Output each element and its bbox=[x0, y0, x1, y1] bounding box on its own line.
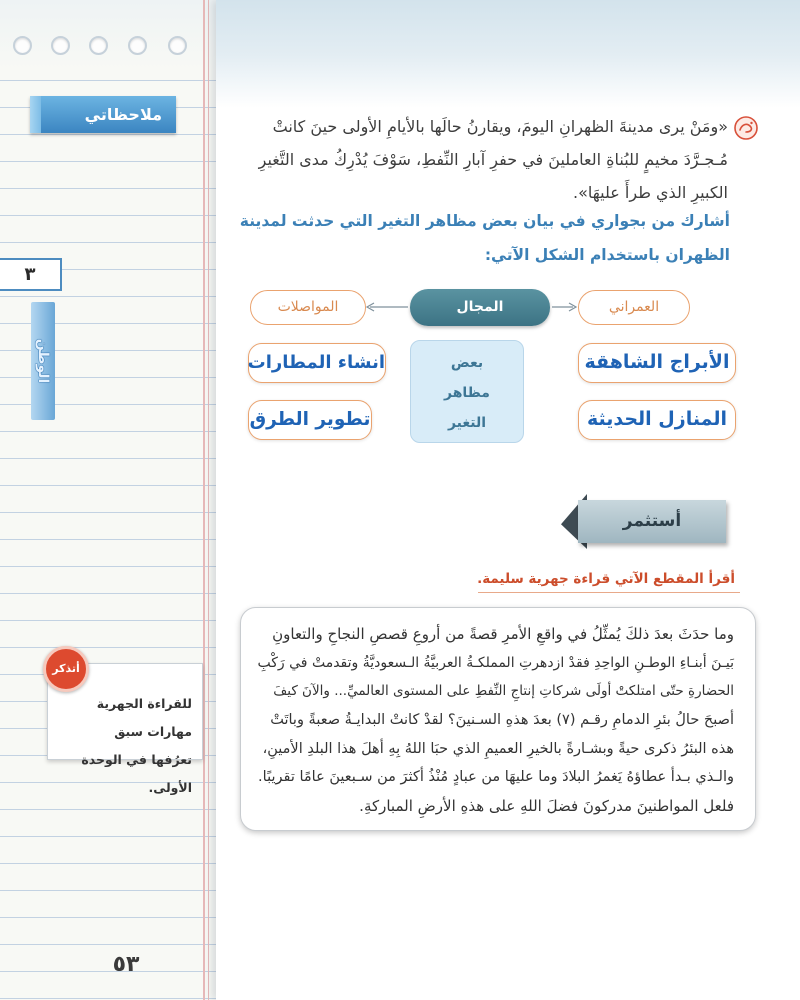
intro-quote bbox=[240, 110, 728, 209]
passage-line: فلعل المواطنينَ مدركونَ فضلَ اللهِ على هذهِ الأرضِ المباركةِ. bbox=[359, 797, 734, 816]
domain-urban: العمراني bbox=[578, 290, 690, 325]
answer-transport-2: تطوير الطرق bbox=[248, 400, 372, 440]
reading-passage bbox=[258, 620, 734, 821]
page-number: ٥٣ bbox=[112, 952, 140, 977]
change-aspects-line: بعض bbox=[450, 355, 484, 371]
change-aspects-line: مظاهر bbox=[444, 385, 490, 401]
change-aspects-box bbox=[410, 340, 524, 443]
notes-title: ملاحظاتي bbox=[30, 96, 176, 133]
unit-tab bbox=[31, 302, 55, 420]
binder-hole bbox=[51, 36, 70, 55]
ribbon-fold bbox=[30, 96, 41, 133]
binder-hole bbox=[13, 36, 32, 55]
unit-number: ٣ bbox=[0, 258, 62, 291]
reflect-icon bbox=[733, 115, 759, 141]
margin-line bbox=[203, 0, 205, 1000]
remember-badge: أتذكر bbox=[43, 646, 89, 692]
section-banner: أستثمر bbox=[578, 500, 726, 543]
diagram-domain-header: المجال bbox=[410, 289, 550, 326]
arrow-left-icon bbox=[365, 300, 410, 314]
passage-line: الحضارةِ حتّى امتلكتْ أولَى شركاتِ إنتاجِ النِّفطِ على المستوى العالميِّ... والآنَ كيفَ bbox=[273, 683, 734, 700]
arrow-right-icon bbox=[550, 300, 578, 314]
instruction-line: الظهران باستخدام الشكل الآتي: bbox=[484, 246, 730, 264]
margin-line bbox=[208, 0, 209, 1000]
passage-line: هذه البئرُ ذكرى حيةً وبشـارةً بالخيرِ العميمِ الذي حبَا اللهُ بِهِ أهلَ هذا البلدِ الأمينِ، bbox=[262, 740, 734, 757]
answer-urban-2: المنازل الحديثة bbox=[578, 400, 736, 440]
binder-hole bbox=[128, 36, 147, 55]
reading-task: أقرأ المقطع الآتي قراءة جهرية سليمة. bbox=[477, 571, 735, 587]
notes-sidebar bbox=[0, 0, 216, 1000]
quote-line: «ومَنْ يرى مدينةَ الظهرانِ اليومَ، ويقارنُ حالَها بالأيامِ الأولى حينَ كانتْ bbox=[272, 117, 728, 136]
remember-note-line: تعرُفها في الوحدة الأولى. bbox=[81, 752, 192, 795]
activity-instruction bbox=[240, 204, 730, 272]
binder-hole bbox=[168, 36, 187, 55]
passage-line: أصبحَ حالُ بئرِ الدمامِ رقـم (٧) بعدَ هذهِ السـنينَ؟ لقدْ كانتْ البدايـةُ صعبةً وباتَتْ bbox=[270, 712, 734, 729]
passage-line: والـذي بـدأ عطاؤهُ يَغمرُ البلادَ وما عليهَا من عبادٍ مُنْذُ أكثرَ من سـبعينَ عامًا تقريبًا. bbox=[258, 769, 734, 786]
unit-tab-label: الوطن bbox=[35, 338, 51, 384]
binder-hole bbox=[89, 36, 108, 55]
passage-line: وما حدَثَ بعدَ ذلكَ يُمثِّلُ في واقعِ الأمرِ قصةً من أروعِ قصصِ النجاحِ والتعاونِ bbox=[272, 625, 734, 643]
passage-line: بَيـنَ أبنـاءِ الوطـنِ الواحِدِ فقدْ ازدهرتِ المملكـةُ العربيَّةُ الـسعوديَّةُ وتقدمتْ في رَكْبِ bbox=[257, 654, 734, 671]
quote-line: الكبيرِ الذي طرأَ عليهَا». bbox=[573, 183, 728, 202]
answer-transport-1: انشاء المطارات bbox=[248, 343, 386, 383]
instruction-line: أشارك من بجواري في بيان بعض مظاهر التغير التي حدثت لمدينة bbox=[239, 212, 730, 230]
sidebar-header-strip bbox=[0, 0, 216, 70]
change-aspects-line: التغير bbox=[447, 415, 487, 431]
quote-line: مُـجـرَّدَ مخيمٍ للبُناةِ العاملينَ في حفرِ آبارِ النِّفطِ، سَوْفَ يُدْرِكُ مدى التَّغيرِ bbox=[258, 150, 728, 169]
task-underline bbox=[478, 592, 740, 593]
remember-note-line: للقراءة الجهرية مهارات سبق bbox=[96, 696, 192, 739]
answer-urban-1: الأبراج الشاهقة bbox=[578, 343, 736, 383]
domain-transport: المواصلات bbox=[250, 290, 366, 325]
